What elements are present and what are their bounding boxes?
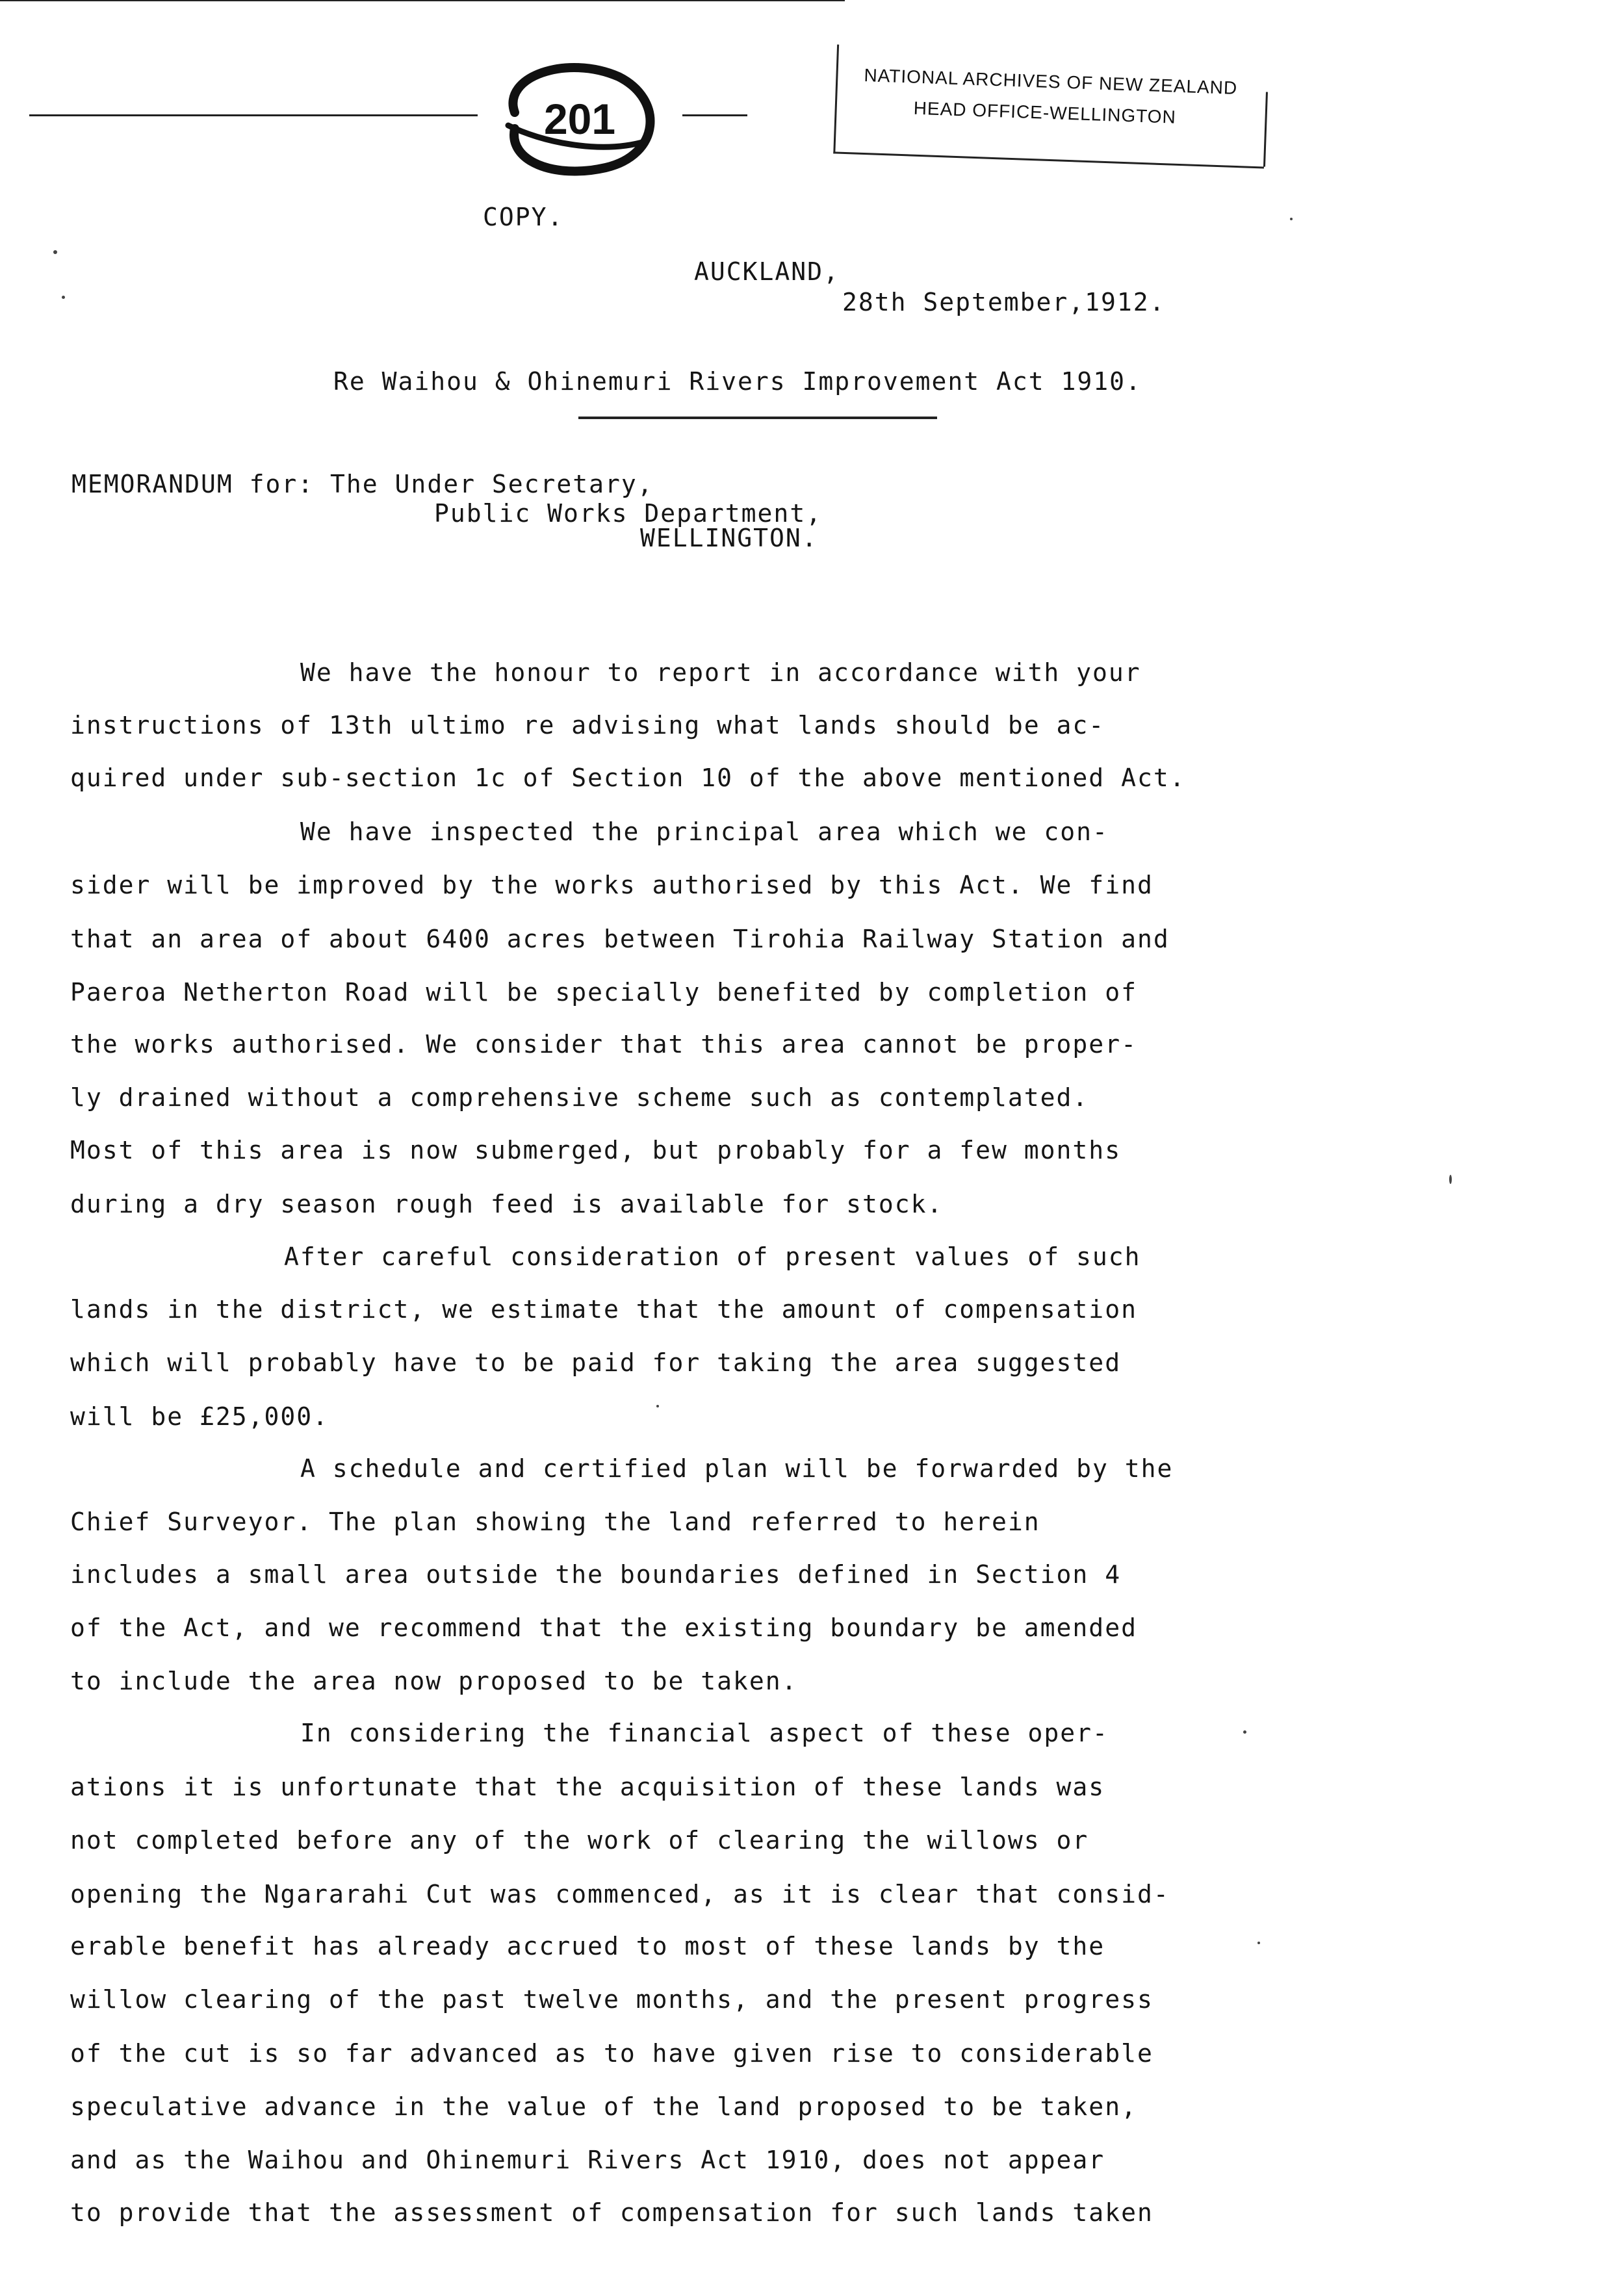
- body-line: will be £25,000.: [70, 1402, 329, 1431]
- header-rule-right: [682, 114, 747, 116]
- body-line: and as the Waihou and Ohinemuri Rivers Act 1910, does not appear: [70, 2146, 1105, 2174]
- copy-label: COPY.: [483, 203, 564, 231]
- place-line: AUCKLAND,: [694, 257, 840, 286]
- body-line: of the cut is so far advanced as to have given rise to considerable: [70, 2039, 1154, 2068]
- body-line: A schedule and certified plan will be forwarded by the: [300, 1454, 1174, 1483]
- scan-speck: [53, 250, 57, 254]
- body-line: opening the Ngararahi Cut was commenced, as it is clear that consid-: [70, 1880, 1170, 1908]
- scan-speck: [62, 296, 65, 299]
- body-line: Chief Surveyor. The plan showing the land referred to herein: [70, 1508, 1040, 1536]
- body-line: Paeroa Netherton Road will be specially benefited by completion of: [70, 978, 1137, 1007]
- top-edge-rule: [0, 0, 845, 1]
- body-line: to provide that the assessment of compensation for such lands taken: [70, 2198, 1154, 2227]
- memo-address-line-3: WELLINGTON.: [640, 524, 818, 552]
- body-line: erable benefit has already accrued to most of these lands by the: [70, 1932, 1105, 1960]
- date-line: 28th September,1912.: [842, 288, 1166, 316]
- body-line: Most of this area is now submerged, but probably for a few months: [70, 1136, 1122, 1164]
- body-line: ations it is unfortunate that the acquisition of these lands was: [70, 1773, 1105, 1801]
- body-line: of the Act, and we recommend that the existing boundary be amended: [70, 1613, 1137, 1642]
- body-line: instructions of 13th ultimo re advising what lands should be ac-: [70, 711, 1105, 739]
- body-line: sider will be improved by the works authorised by this Act. We find: [70, 871, 1154, 899]
- archives-stamp: [833, 44, 1267, 168]
- body-line: to include the area now proposed to be taken.: [70, 1667, 798, 1695]
- body-line: speculative advance in the value of the land proposed to be taken,: [70, 2092, 1137, 2121]
- body-line: We have inspected the principal area which we con-: [300, 817, 1109, 846]
- body-line: during a dry season rough feed is available for stock.: [70, 1190, 944, 1218]
- memo-address-line-2: Public Works Department,: [434, 499, 823, 528]
- scan-speck: [1257, 1942, 1260, 1944]
- body-line: We have the honour to report in accordance with your: [300, 658, 1141, 687]
- scan-speck: [1243, 1730, 1246, 1734]
- header-rule-left: [29, 114, 478, 116]
- body-line: that an area of about 6400 acres between Tirohia Railway Station and: [70, 925, 1170, 953]
- folio-number: 201: [543, 95, 616, 143]
- body-line: In considering the financial aspect of these oper-: [300, 1719, 1109, 1747]
- scan-speck: [1449, 1175, 1452, 1184]
- body-line: not completed before any of the work of clearing the willows or: [70, 1826, 1089, 1855]
- body-line: willow clearing of the past twelve months, and the present progress: [70, 1985, 1154, 2014]
- body-line: which will probably have to be paid for taking the area suggested: [70, 1348, 1122, 1377]
- body-line: lands in the district, we estimate that the amount of compensation: [70, 1295, 1137, 1324]
- body-line: quired under sub-section 1c of Section 10 of the above mentioned Act.: [70, 764, 1186, 792]
- stamp-line-2: HEAD OFFICE-WELLINGTON: [913, 97, 1177, 127]
- subject-line: Re Waihou & Ohinemuri Rivers Improvement Act 1910.: [333, 367, 1142, 396]
- stamp-border-right: [1263, 92, 1268, 167]
- scan-speck: [1290, 218, 1293, 220]
- memo-address-line-1: MEMORANDUM for: The Under Secretary,: [71, 470, 654, 498]
- body-line: After careful consideration of present values of such: [284, 1242, 1141, 1271]
- stamp-line-1: NATIONAL ARCHIVES OF NEW ZEALAND: [863, 64, 1238, 99]
- body-line: includes a small area outside the boundaries defined in Section 4: [70, 1560, 1122, 1589]
- scan-speck: [656, 1405, 659, 1407]
- body-line: the works authorised. We consider that this area cannot be proper-: [70, 1030, 1137, 1059]
- subject-underline: [578, 417, 937, 419]
- body-line: ly drained without a comprehensive scheme such as contemplated.: [70, 1083, 1089, 1112]
- folio-number-stamp: [489, 51, 671, 190]
